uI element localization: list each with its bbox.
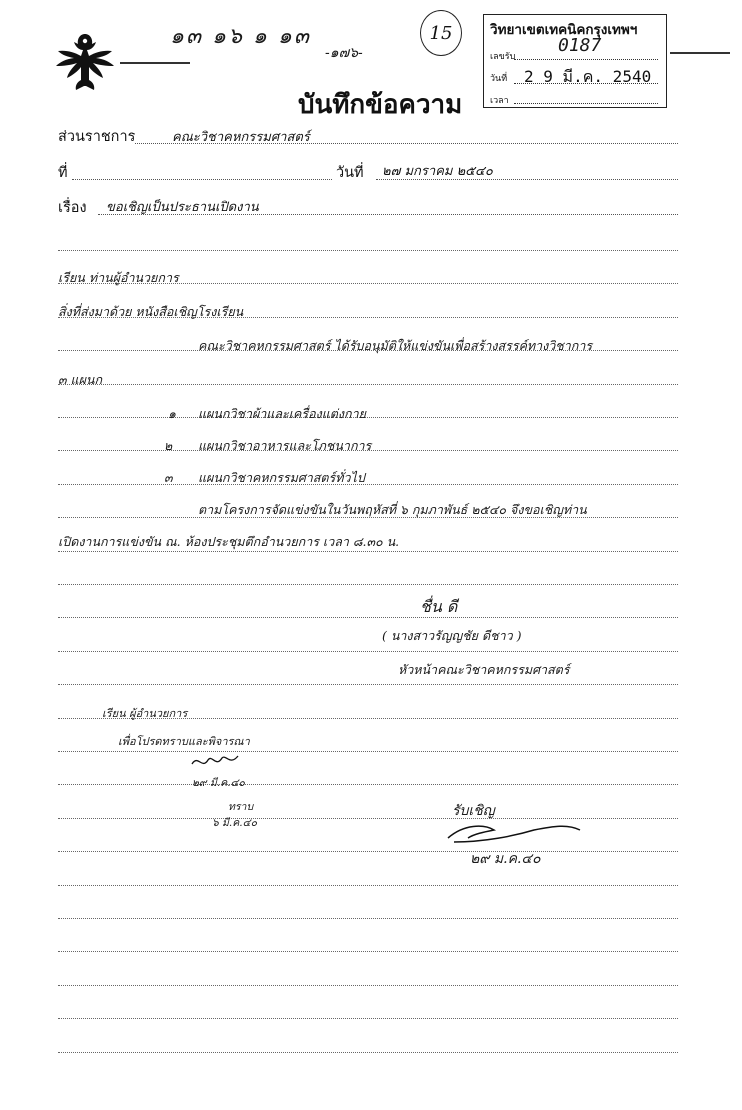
annotation-note1: เรียน ผู้อำนวยการ [102, 707, 188, 720]
ruled-line [58, 584, 678, 585]
para2-cont: เปิดงานการแข่งขัน ณ. ห้องประชุมตึกอำนวยการ เวลา ๘.๓๐ น. [58, 534, 400, 549]
stamp-time-label: เวลา [490, 96, 509, 106]
garuda-emblem-icon [50, 30, 120, 96]
enclosure: สิ่งที่ส่งมาด้วย หนังสือเชิญโรงเรียน [58, 304, 244, 319]
scribble-stroke [120, 62, 190, 64]
ruled-line [58, 818, 678, 819]
para2: ตามโครงการจัดแข่งขันในวันพฤหัสที่ ๖ กุมภาพันธ์ ๒๕๔๐ จึงขอเชิญท่าน [198, 502, 587, 517]
annotation-note6: รับเชิญ [452, 803, 495, 819]
receipt-stamp [483, 14, 667, 108]
ref-label: ที่ [58, 165, 68, 181]
para1: คณะวิชาคหกรรมศาสตร์ ได้รับอนุมัติให้แข่งขันเพื่อสร้างสรรค์ทางวิชาการ [198, 338, 593, 353]
annotation-note4: ทราบ [228, 801, 254, 813]
ruled-line [58, 918, 678, 919]
stamp-receipt-label: เลขรับ [490, 52, 516, 62]
scribble-stroke [670, 52, 730, 54]
stamp-line [514, 103, 658, 104]
para1-cont: ๓ แผนก [58, 372, 103, 387]
ruled-line [58, 751, 678, 752]
agency-value: คณะวิชาคหกรรมศาสตร์ [172, 130, 310, 145]
ruled-line [58, 885, 678, 886]
dotted-line [72, 179, 332, 180]
ruled-line [58, 484, 678, 485]
annotation-note7-date: ๒๙ ม.ค.๔๐ [470, 851, 541, 867]
ruled-line [58, 1052, 678, 1053]
signature: ชื่น ดี [420, 597, 458, 616]
ruled-line [58, 851, 678, 852]
circled-number: 15 [420, 10, 462, 56]
director-signature-icon [444, 820, 584, 848]
signer-name: ( นางสาวรัญญชัย ดีชาว ) [382, 628, 522, 643]
stamp-receipt-no: 0187 [558, 35, 602, 56]
agency-label: ส่วนราชการ [58, 129, 136, 145]
date-value: ๒๗ มกราคม ๒๕๔๐ [382, 164, 493, 179]
ruled-line [58, 1018, 678, 1019]
annotation-note5-date: ๖ มี.ค.๔๐ [212, 817, 257, 829]
item2: แผนกวิชาอาหารและโภชนาการ [198, 438, 372, 453]
annotation-note3-date: ๒๙ มี.ค.๔๐ [192, 777, 245, 789]
ruled-line [58, 617, 678, 618]
stamp-org: วิทยาเขตเทคนิคกรุงเทพฯ [490, 22, 638, 38]
top-handwritten-number: -๑๗๖- [325, 45, 363, 61]
ruled-line [58, 951, 678, 952]
page-title: บันทึกข้อความ [298, 90, 463, 120]
ruled-line [58, 417, 678, 418]
date-label: วันที่ [336, 165, 364, 181]
initials-scribble-icon [190, 752, 240, 772]
ruled-line [58, 651, 678, 652]
ruled-line [58, 250, 678, 251]
stamp-line [514, 59, 658, 60]
stamp-date-label: วันที่ [490, 74, 508, 84]
subject-label: เรื่อง [58, 200, 87, 216]
item3-no: ๓ [164, 470, 173, 485]
item1: แผนกวิชาผ้าและเครื่องแต่งกาย [198, 406, 366, 421]
signer-position: หัวหน้าคณะวิชาคหกรรมศาสตร์ [398, 662, 570, 677]
subject-value: ขอเชิญเป็นประธานเปิดงาน [106, 200, 259, 215]
item3: แผนกวิชาคหกรรมศาสตร์ทั่วไป [198, 470, 365, 485]
item2-no: ๒ [164, 438, 173, 453]
item1-no: ๑ [168, 406, 176, 421]
top-handwritten-note: ๑๓ ๑๖ ๑ ๑๓ [170, 24, 311, 49]
ruled-line [58, 684, 678, 685]
ruled-line [58, 985, 678, 986]
ruled-line [58, 384, 678, 385]
ruled-line [58, 784, 678, 785]
annotation-note2: เพื่อโปรดทราบและพิจารณา [118, 735, 250, 748]
stamp-date: 2 9 มี.ค. 2540 [524, 67, 652, 86]
salutation: เรียน ท่านผู้อำนวยการ [58, 270, 179, 285]
